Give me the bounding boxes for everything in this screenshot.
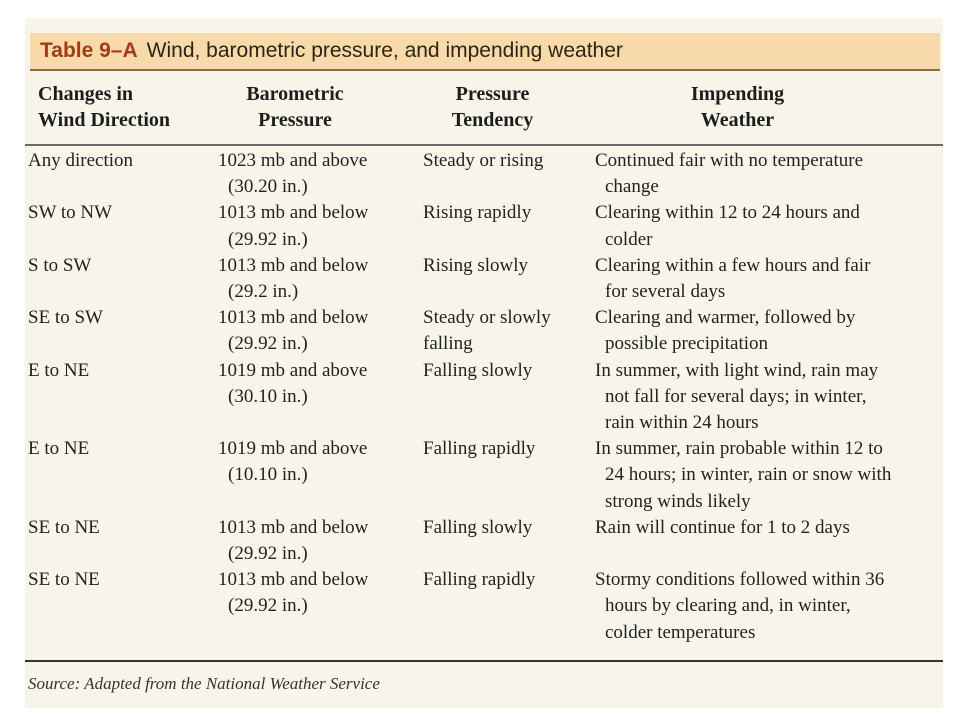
weather-line: In summer, with light wind, rain may (595, 359, 879, 381)
cell-impending-weather (595, 253, 940, 305)
table-row (25, 253, 943, 305)
pressure-mb: 1013 mb and below (218, 307, 369, 329)
cell-wind-direction: Any direction (28, 150, 134, 171)
pressure-mb: 1013 mb and below (218, 202, 369, 224)
cell-wind-direction: S to SW (28, 254, 92, 276)
tendency-line: Steady or slowly (423, 307, 551, 329)
header-barometric-pressure (205, 81, 385, 133)
header-line: Changes in (38, 83, 134, 105)
weather-line: change (605, 176, 659, 198)
header-line: Wind Direction (38, 109, 171, 131)
cell-impending-weather (595, 567, 940, 646)
pressure-inches: (29.92 in.) (228, 542, 308, 564)
pressure-inches: (30.10 in.) (228, 385, 308, 407)
cell-pressure-tendency (423, 358, 588, 384)
weather-line: Continued fair with no temperature (595, 150, 864, 171)
header-pressure-tendency (400, 81, 585, 133)
header-line: Tendency (451, 109, 534, 131)
tendency-line: Steady or rising (423, 150, 544, 171)
cell-pressure-tendency (423, 148, 588, 174)
pressure-mb: 1013 mb and below (218, 516, 369, 538)
cell-barometric-pressure (218, 358, 408, 410)
weather-line: hours by clearing and, in winter, (605, 595, 851, 617)
table-body (25, 148, 943, 646)
pressure-mb: 1013 mb and below (218, 569, 369, 591)
cell-impending-weather (595, 436, 940, 515)
header-line: Impending (690, 83, 785, 105)
weather-line: 24 hours; in winter, rain or snow with (605, 464, 892, 486)
cell-pressure-tendency (423, 200, 588, 226)
table-row (25, 567, 943, 646)
weather-line: Rain will continue for 1 to 2 days (595, 516, 850, 538)
footer-divider (25, 660, 943, 662)
tendency-line: Falling rapidly (423, 569, 536, 591)
cell-impending-weather (595, 515, 940, 541)
pressure-inches: (10.10 in.) (228, 464, 308, 486)
header-line: Barometric (246, 83, 344, 105)
pressure-inches: (29.92 in.) (228, 595, 308, 617)
table-number: Table 9–A (40, 39, 138, 62)
cell-wind-direction: SW to NW (28, 202, 113, 224)
cell-wind-direction: SE to SW (28, 307, 103, 329)
pressure-inches: (29.92 in.) (228, 228, 308, 250)
table-row (25, 148, 943, 200)
cell-barometric-pressure (218, 253, 408, 305)
pressure-mb: 1013 mb and below (218, 254, 369, 276)
cell-pressure-tendency (423, 567, 588, 593)
header-divider (25, 144, 943, 146)
weather-line: In summer, rain probable within 12 to (595, 438, 883, 460)
tendency-line: Rising slowly (423, 254, 529, 276)
table-row (25, 305, 943, 357)
table-header-row (25, 78, 943, 138)
pressure-mb: 1019 mb and above (218, 359, 368, 381)
weather-line: for several days (605, 280, 726, 302)
cell-barometric-pressure (218, 515, 408, 567)
weather-line: Clearing within 12 to 24 hours and (595, 202, 860, 224)
table-row (25, 358, 943, 437)
cell-wind-direction: SE to NE (28, 569, 100, 591)
cell-impending-weather (595, 200, 940, 252)
table-row (25, 436, 943, 515)
table-page (25, 18, 943, 708)
cell-wind-direction: E to NE (28, 438, 90, 460)
weather-line: colder (605, 228, 653, 250)
cell-pressure-tendency (423, 253, 588, 279)
pressure-inches: (29.2 in.) (228, 280, 299, 302)
cell-pressure-tendency (423, 305, 588, 357)
cell-barometric-pressure (218, 148, 408, 200)
cell-barometric-pressure (218, 305, 408, 357)
tendency-line: falling (423, 333, 473, 355)
cell-pressure-tendency (423, 515, 588, 541)
weather-line: strong winds likely (605, 490, 751, 512)
tendency-line: Rising rapidly (423, 202, 532, 224)
cell-impending-weather (595, 305, 940, 357)
pressure-inches: (29.92 in.) (228, 333, 308, 355)
cell-wind-direction: SE to NE (28, 516, 100, 538)
source-note: Source: Adapted from the National Weather Service (28, 674, 380, 693)
weather-line: Stormy conditions followed within 36 (595, 569, 885, 591)
table-row (25, 200, 943, 252)
weather-line: not fall for several days; in winter, (605, 385, 867, 407)
weather-line: Clearing and warmer, followed by (595, 307, 856, 329)
tendency-line: Falling slowly (423, 359, 533, 381)
cell-impending-weather (595, 148, 940, 200)
cell-wind-direction: E to NE (28, 359, 90, 381)
table-title-bar (30, 33, 940, 71)
cell-pressure-tendency (423, 436, 588, 462)
cell-barometric-pressure (218, 200, 408, 252)
pressure-mb: 1023 mb and above (218, 150, 368, 171)
weather-line: rain within 24 hours (605, 411, 759, 433)
header-impending-weather (615, 81, 860, 133)
pressure-inches: (30.20 in.) (228, 176, 308, 198)
header-line: Pressure (258, 109, 332, 131)
tendency-line: Falling rapidly (423, 438, 536, 460)
weather-line: Clearing within a few hours and fair (595, 254, 871, 276)
header-line: Weather (700, 109, 775, 131)
cell-barometric-pressure (218, 436, 408, 488)
table-row (25, 515, 943, 567)
weather-line: colder temperatures (605, 621, 756, 643)
tendency-line: Falling slowly (423, 516, 533, 538)
header-wind-direction (38, 81, 170, 133)
weather-line: possible precipitation (605, 333, 769, 355)
table-title: Wind, barometric pressure, and impending weather (146, 39, 623, 62)
header-line: Pressure (455, 83, 530, 105)
cell-barometric-pressure (218, 567, 408, 619)
cell-impending-weather (595, 358, 940, 437)
pressure-mb: 1019 mb and above (218, 438, 368, 460)
